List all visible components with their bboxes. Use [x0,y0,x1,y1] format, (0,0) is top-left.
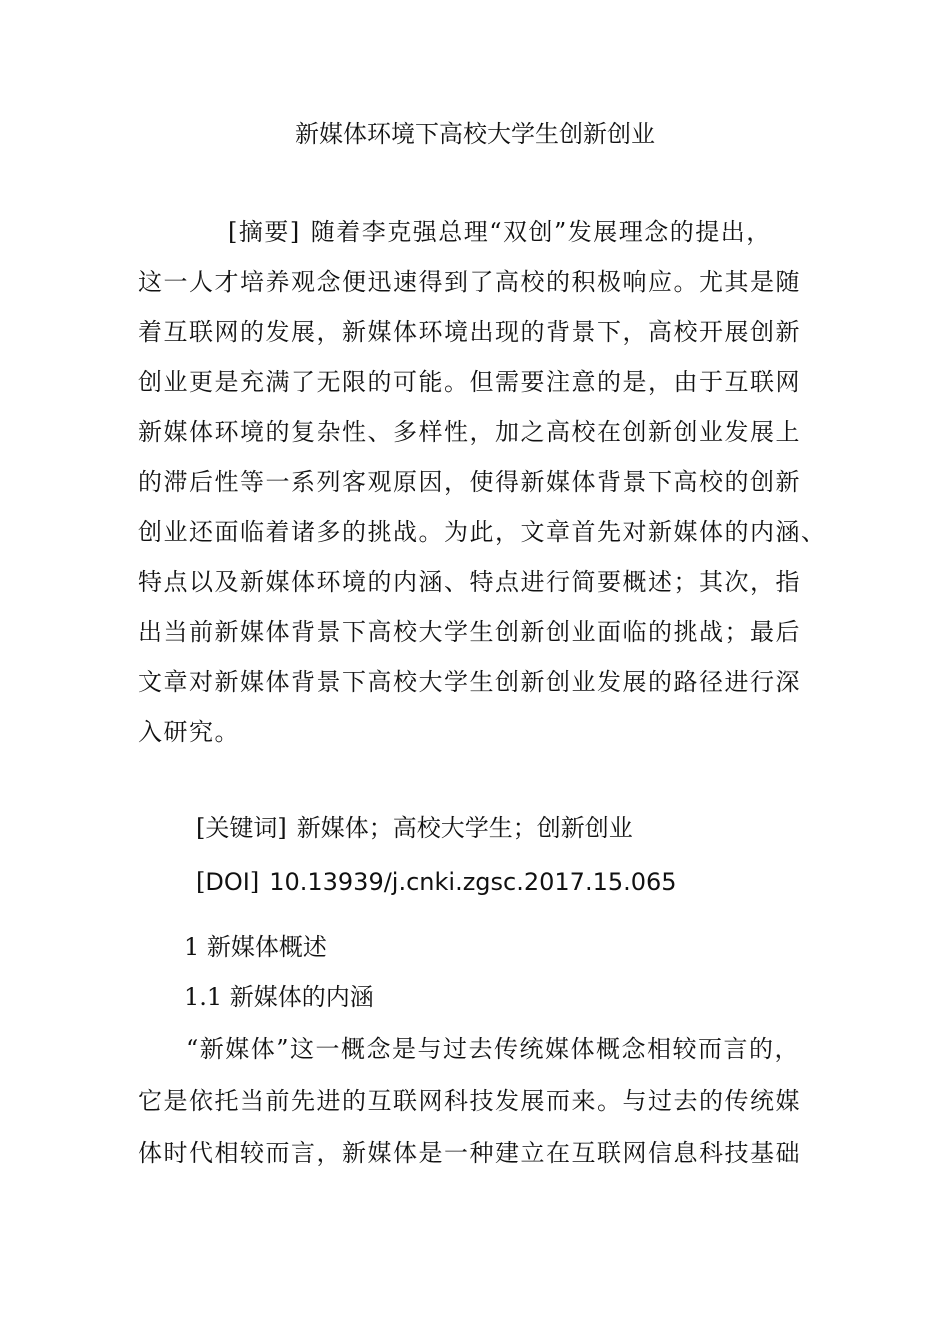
body-line: “新媒体”这一概念是与过去传统媒体概念相较而言的， [186,1035,801,1063]
body-line: 它是依托当前先进的互联网科技发展而来。与过去的传统媒 [138,1087,801,1115]
abstract-line: 的滞后性等一系列客观原因，使得新媒体背景下高校的创新 [138,468,801,496]
body-paragraph [138,1023,818,1179]
abstract-line: 创业更是充满了无限的可能。但需要注意的是，由于互联网 [138,368,801,396]
abstract-line: 文章对新媒体背景下高校大学生创新创业发展的路径进行深 [138,668,801,696]
abstract-line [138,207,818,257]
abstract-line: 入研究。 [138,718,240,746]
abstract [138,207,827,757]
section-heading: 1 新媒体概述 [184,933,327,961]
abstract-label: [摘要] [228,218,301,246]
paper-title: 新媒体环境下高校大学生创新创业 [295,120,655,148]
abstract-line: 创业还面临着诸多的挑战。为此，文章首先对新媒体的内涵、 [138,518,827,546]
doi [196,862,677,902]
keywords [196,808,633,848]
abstract-line: 出当前新媒体背景下高校大学生创新创业面临的挑战；最后 [138,618,801,646]
doi-label: DOI [205,868,250,896]
abstract-line: 着互联网的发展，新媒体环境出现的背景下，高校开展创新 [138,318,801,346]
keywords-value: 新媒体；高校大学生；创新创业 [296,814,633,842]
doi-label-close: ] [249,868,260,896]
doi-value: 10.13939/j.cnki.zgsc.2017.15.065 [269,868,677,896]
abstract-line: 特点以及新媒体环境的内涵、特点进行简要概述；其次，指 [138,568,801,596]
doi-label-open: [ [196,868,206,896]
abstract-line: 新媒体环境的复杂性、多样性，加之高校在创新创业发展上 [138,418,801,446]
subsection-heading: 1.1 新媒体的内涵 [184,983,374,1011]
abstract-text: 随着李克强总理“双创”发展理念的提出， [310,218,772,246]
body-line: 体时代相较而言，新媒体是一种建立在互联网信息科技基础 [138,1139,801,1167]
abstract-line: 这一人才培养观念便迅速得到了高校的积极响应。尤其是随 [138,268,801,296]
keywords-label: [关键词] [196,814,287,842]
